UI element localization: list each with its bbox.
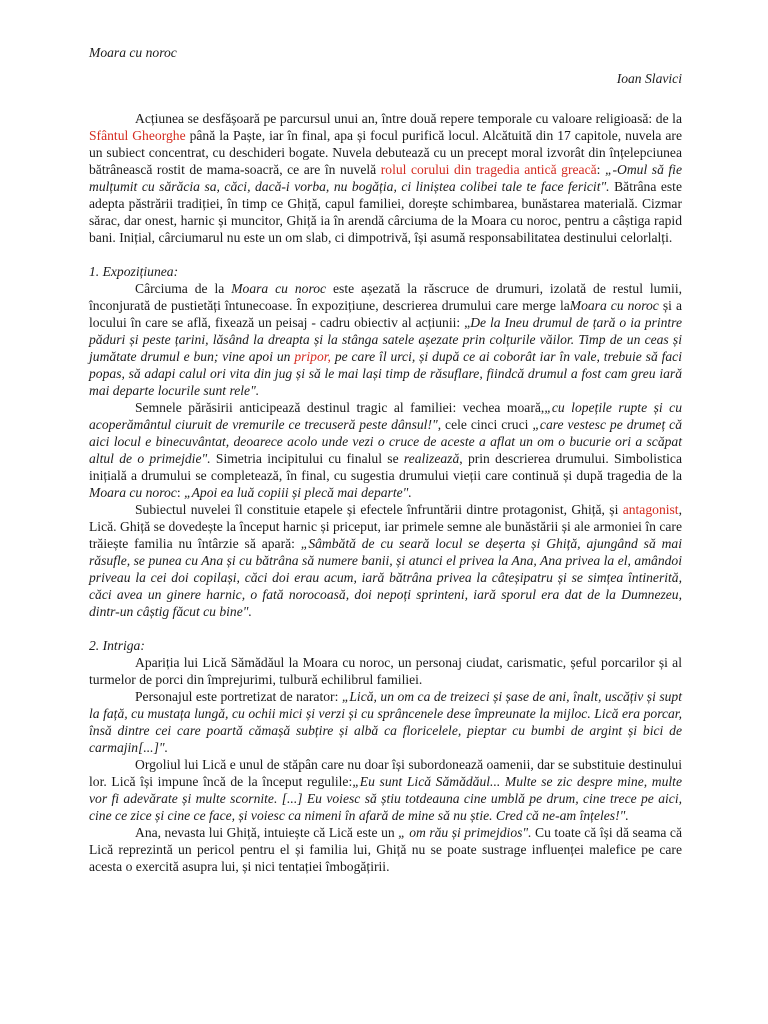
italic-title: Moara cu noroc (89, 485, 177, 500)
text-run: , prin descrierea drumului. Simbolistica inițială a drumului se completează, în final, cu sugestia drumului vieții care continuă și după tragedia de la (89, 451, 682, 483)
text-run: , Lică. Ghiță se dovedește la început harnic și priceput, iar primele semne ale bunăstării și ale armoniei în care trăiește familia nu întârzie să apară: (89, 502, 682, 551)
highlighted-term: Sfântul Gheorghe (89, 128, 186, 143)
text-run: Simetria incipitului cu finalul se (210, 451, 404, 466)
intro-paragraph (89, 110, 682, 246)
italic-title: Moara cu noroc (231, 281, 327, 296)
quote-text: „Lică, un om ca de treizeci și șase de ani, înalt, uscățiv și supt la față, cu mustața lungă, cu ochii mici și verzi și cu sprâncenele dese împreunate la mijloc. Lică era porcar, însă dintre cei care poartă cămașă subțire și albă ca floricelele, pieptar cu bumbi de argint și bici de carmajin[...]". (89, 689, 683, 755)
paragraph (89, 399, 682, 501)
text-run: Semnele părăsirii anticipează destinul tragic al familiei: vechea moară, (135, 400, 545, 415)
highlighted-term: rolul corului din tragedia antică greacă (380, 162, 597, 177)
text-run: Cu toate că își dă seama că Lică reprezintă un pericol pentru el și familia lui, Ghiță nu se poate sustrage influenței malefice pe care acesta o exercită asupra lui, și nici tentației îmbogățirii. (89, 825, 682, 874)
quote-text: „ om rău și primejdios". (398, 825, 532, 840)
quote-text: „Sâmbătă de cu seară locul se deșerta și Ghiță, ajungând să mai răsufle, se punea cu Ana și cu bătrâna să numere banii, și atunci el privea la Ana, Ana privea la el, amândoi priveau la cei doi copilași, căci doi erau acum, iară bătrâna privea la câteșipatru și se simțea întinerită, căci avea un ginere harnic, o fată norocoasă, doi nepoți sprinteni, iară sporul era dat de la Dumnezeu, dintr-un câștig făcut cu bine". (89, 536, 682, 619)
text-run: Ana, nevasta lui Ghiță, intuiește că Lică este un (135, 825, 399, 840)
text-run: Cârciuma de la (135, 281, 232, 296)
paragraph (89, 756, 682, 824)
text-run: până la Paște, iar în final, apa și focul purifică locul. Alcătuită din 17 capitole, nuvela are un subiect concentrat, cu deschideri bogate. Nuvela debutează cu un precept moral izvorât din înțelepciunea bătrânească rostit de mama-soacră, ce are în nuvelă (89, 128, 682, 177)
text-run: , cele cinci cruci (437, 417, 533, 432)
section-heading-expozitiunea: 1. Expozițiunea: (89, 264, 179, 279)
quote-text: „Eu sunt Lică Sămădăul... Multe se zic despre mine, multe vor fi adevărate și multe scornite. [...] Eu voiesc să știu totdeauna cine umblă pe drum, cine trece pe aici, cine ce zice și cine ce face, și voiesc ca nimeni în afară de mine să nu știe. Cred că ne-am înțeles!". (89, 774, 682, 823)
text-run: : (596, 162, 605, 177)
quote-text: „-Omul să fie mulțumit cu sărăcia sa, căci, dacă-i vorba, nu bogăția, ci liniștea colibei tale te face fericit". (89, 162, 682, 194)
paragraph (89, 501, 682, 620)
text-run: Personajul este portretizat de narator: (135, 689, 342, 704)
highlighted-term: antagonist (622, 502, 679, 517)
paragraph: Apariția lui Lică Sămădăul la Moara cu noroc, un personaj ciudat, carismatic, șeful porcarilor și al turmelor de porci din împrejurimi, tulbură echilibrul familiei. (89, 655, 682, 687)
quote-text: „care vestesc pe drumeț că aici locul e binecuvântat, deoarece acolo unde vezi o cruce de aceste a aflat un om o bucurie ori a scăpat altul de o primejdie". (89, 417, 683, 466)
paragraph (89, 824, 682, 875)
paragraph (89, 280, 682, 399)
paragraph (89, 688, 682, 756)
italic-word: realizează (403, 451, 460, 466)
italic-title: Moara cu noroc (569, 298, 659, 313)
highlighted-term: pripor, (294, 349, 331, 364)
quote-text: „Apoi ea luă copiii și plecă mai departe". (184, 485, 412, 500)
text-run: Orgoliul lui Lică e unul de stăpân care nu doar își subordonează oamenii, dar se substituie destinului lor. Lică își impune încă de la început regulile: (89, 757, 682, 789)
quote-text: pe care îl urci, și după ce ai coborât iar în vale, trebuie să faci popas, să adapi calul ori vita din jug și să le mai lași timp de răsuflare, fiindcă drumul a fost cam greu iară mai departe locurile sunt rele (89, 349, 682, 398)
document-author: Ioan Slavici (616, 71, 682, 86)
text-run: Acțiunea se desfășoară pe parcursul unui an, între două repere temporale cu valoare religioasă: de la (135, 111, 682, 126)
text-run: ". (250, 383, 260, 398)
text-run: : (176, 485, 185, 500)
text-run: Subiectul nuvelei îl constituie etapele și efectele înfruntării dintre protagonist, Ghiță, și (135, 502, 623, 517)
quote-text: De la Ineu drumul de țară o ia printre păduri și peste țarini, lăsând la dreapta și la stânga satele așezate prin colțurile văilor. Timp de un ceas și jumătate drumul e bun; vine apoi un (89, 315, 682, 364)
text-run: și a locului în care se află, fixează un peisaj - cadru obiectiv al acțiunii: „ (89, 298, 682, 330)
text-run: este așezată la răscruce de drumuri, izolată de restul lumii, înconjurată de pustietăți întunecoase. În expozițiune, descrierea drumului care merge la (89, 281, 683, 313)
quote-text: „cu lopețile rupte și cu acoperământul ciuruit de vremurile ce trecuseră peste dânsul!" (89, 400, 682, 432)
document-title: Moara cu noroc (89, 45, 177, 60)
text-run: Bătrâna este adepta păstrării tradiției, în timp ce Ghiță, capul familiei, dorește schimbarea, bunăstarea materială. Cizmar sărac, dar onest, harnic și muncitor, Ghiță ia în arendă cârciuma de la Moara cu noroc, pentru a câștiga rapid bani. Inițial, cârciumarul nu este un om slab, ci dimpotrivă, își asumă responsabilitatea destinului celorlalți. (89, 179, 682, 245)
section-heading-intriga: 2. Intriga: (89, 638, 145, 653)
